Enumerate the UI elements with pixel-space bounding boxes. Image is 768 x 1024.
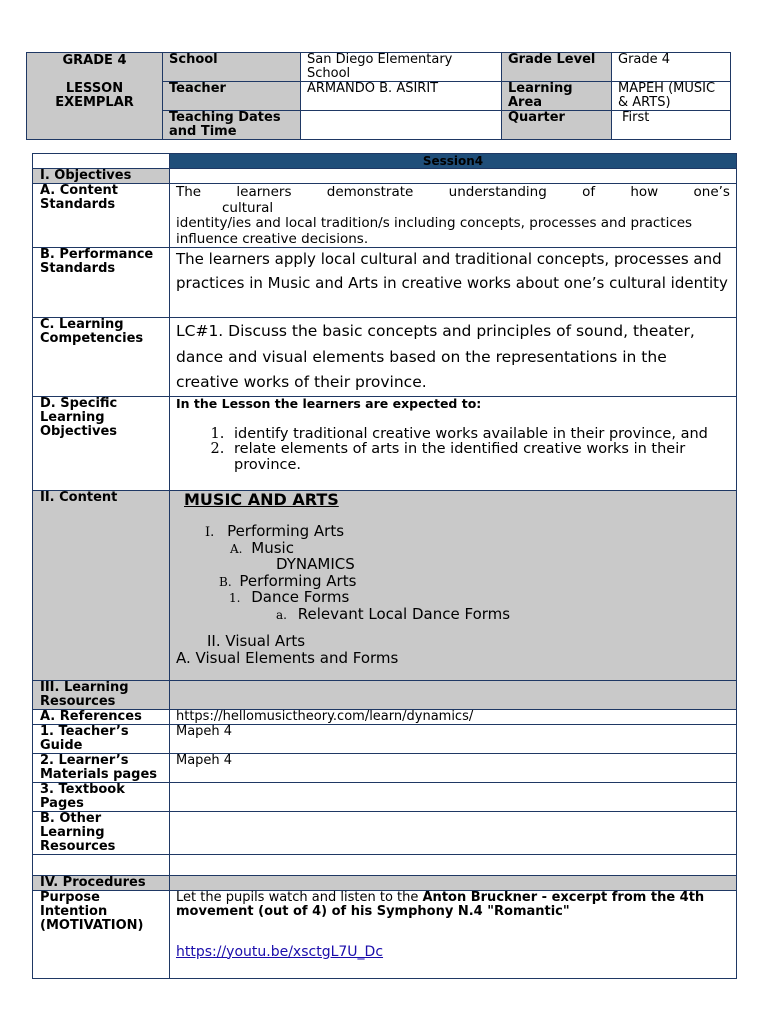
outline-ii: II. Visual Arts: [207, 631, 306, 650]
school-value: San Diego Elementary School: [301, 53, 502, 82]
quarter-value: First: [612, 111, 731, 140]
blank-row-left: [33, 854, 170, 875]
learners-materials-label: 2. Learner’s Materials pages: [33, 753, 170, 782]
procedures-label: IV. Procedures: [33, 875, 170, 890]
performance-standards-label: B. Performance Standards: [33, 248, 170, 318]
objectives-label: I. Objectives: [33, 169, 170, 184]
blank-row-right: [170, 854, 737, 875]
learning-area-value: MAPEH (MUSIC & ARTS): [612, 82, 731, 111]
outline-va: A. Visual Elements and Forms: [176, 648, 399, 667]
outline-a: A. Music: [230, 538, 294, 557]
lesson-plan-table: [32, 153, 737, 979]
content-label: II. Content: [33, 490, 170, 680]
learning-area-label: Learning Area: [502, 82, 612, 111]
quarter-label: Quarter: [502, 111, 612, 140]
specific-objectives-cell: [170, 396, 737, 490]
textbook-label: 3. Textbook Pages: [33, 782, 170, 811]
teachers-guide-value: Mapeh 4: [170, 724, 737, 753]
purpose-text: Let the pupils watch and listen to the Anton Bruckner - excerpt from the 4th movement (out of 4) of his Symphony N.4 "Romantic": [176, 889, 705, 919]
performance-standards-text: The learners apply local cultural and traditional concepts, processes and practices in Music and Arts in creative works about one’s cultural identity: [170, 248, 737, 318]
specific-objectives-intro: In the Lesson the learners are expected to:: [176, 395, 482, 411]
content-standards-rest: identity/ies and local tradition/s including concepts, processes and practices influence creative decisions.: [176, 215, 693, 247]
session-blank-cell: [33, 154, 170, 169]
other-resources-value: [170, 811, 737, 854]
procedures-blank: [170, 875, 737, 890]
objectives-blank: [170, 169, 737, 184]
resources-blank: [170, 680, 737, 709]
specific-objectives-label: D. Specific Learning Objectives: [33, 396, 170, 490]
outline-b: B. Performing Arts: [219, 571, 357, 590]
school-label: School: [163, 53, 301, 82]
grade-level-label: Grade Level: [502, 53, 612, 82]
teacher-label: Teacher: [163, 82, 301, 111]
video-link[interactable]: https://youtu.be/xsctgL7U_Dc: [176, 943, 384, 960]
references-value: https://hellomusictheory.com/learn/dynamics/: [170, 709, 737, 724]
references-label: A. References: [33, 709, 170, 724]
other-resources-label: B. Other Learning Resources: [33, 811, 170, 854]
learners-materials-value: Mapeh 4: [170, 753, 737, 782]
resources-label: III. Learning Resources: [33, 680, 170, 709]
content-cell: [170, 490, 737, 680]
purpose-label: Purpose Intention (MOTIVATION): [33, 890, 170, 978]
exemplar-label: EXEMPLAR: [55, 95, 134, 110]
content-standards-label: A. Content Standards: [33, 184, 170, 248]
grade-label: GRADE 4: [62, 53, 127, 68]
dates-label: Teaching Dates and Time: [163, 111, 301, 140]
session-title: Session4: [170, 154, 737, 169]
competencies-label: C. Learning Competencies: [33, 318, 170, 397]
content-title: MUSIC AND ARTS: [184, 489, 339, 509]
outline-dynamics: DYNAMICS: [276, 554, 355, 573]
lesson-label: LESSON: [65, 81, 124, 96]
textbook-value: [170, 782, 737, 811]
grade-level-value: Grade 4: [612, 53, 731, 82]
outline-sub-a: a. Relevant Local Dance Forms: [276, 604, 511, 623]
dates-value: [301, 111, 502, 140]
objective-item: 2. relate elements of arts in the identified creative works in their province.: [229, 442, 730, 473]
grade-exemplar-cell: [27, 53, 163, 140]
teachers-guide-label: 1. Teacher’s Guide: [33, 724, 170, 753]
content-standards-text: [170, 184, 737, 248]
header-table: [26, 52, 731, 140]
competencies-text: LC#1. Discuss the basic concepts and principles of sound, theater, dance and visual elements based on the representations in the creative works of their province.: [170, 318, 737, 397]
teacher-value: ARMANDO B. ASIRIT: [301, 82, 502, 111]
purpose-cell: [170, 890, 737, 978]
outline-i: I. Performing Arts: [205, 521, 345, 540]
content-standards-line2: cultural: [222, 199, 274, 216]
outline-1: 1. Dance Forms: [229, 587, 350, 606]
content-standards-line1: The learners demonstrate understanding of how one’s: [176, 184, 730, 200]
objective-item: 1. identify traditional creative works available in their province, and: [229, 427, 730, 443]
